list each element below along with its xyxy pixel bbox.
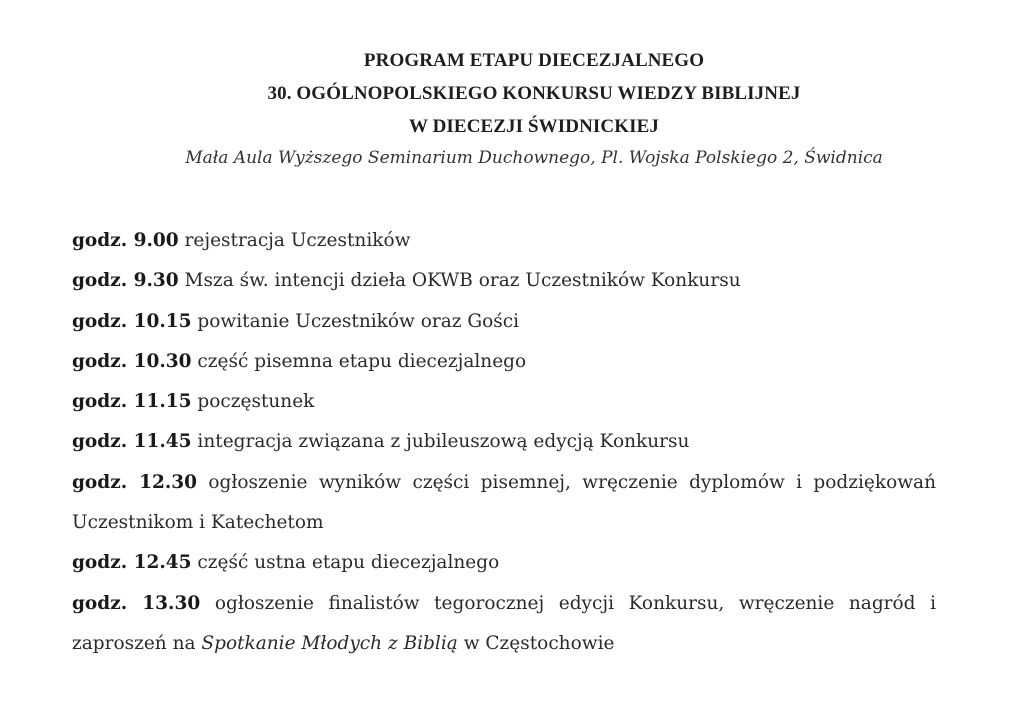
title-line-1: PROGRAM ETAPU DIECEZJALNEGO xyxy=(363,50,705,71)
schedule-description: część pisemna etapu diecezjalnego xyxy=(197,350,527,372)
schedule-item xyxy=(72,302,936,342)
schedule-time: godz. 10.30 xyxy=(72,350,192,372)
schedule-time: godz. 11.45 xyxy=(72,431,192,453)
schedule-description: powitanie Uczestników oraz Gości xyxy=(197,310,520,332)
schedule-time: godz. 13.30 xyxy=(72,592,201,614)
schedule-item xyxy=(72,382,936,422)
schedule-item xyxy=(72,543,936,583)
schedule-item xyxy=(72,221,936,261)
schedule-time: godz. 12.45 xyxy=(72,552,192,574)
schedule-time: godz. 11.15 xyxy=(72,391,192,413)
schedule-description: poczęstunek xyxy=(197,391,315,413)
event-name-emphasis: Spotkanie Młodych z Biblią xyxy=(201,632,458,654)
schedule-description: rejestracja Uczestników xyxy=(184,230,411,251)
schedule-description: ogłoszenie wyników części pisemnej, wręczenie dyplomów i podziękowań Uczestnikom i Katechetom xyxy=(72,471,936,534)
schedule-item xyxy=(72,584,936,665)
schedule-description: Msza św. intencji dzieła OKWB oraz Uczestników Konkursu xyxy=(184,270,741,292)
title-line-3: W DIECEZJI ŚWIDNICKIEJ xyxy=(409,116,659,137)
schedule-description: integracja związana z jubileuszową edycją Konkursu xyxy=(197,431,690,453)
schedule-item xyxy=(72,422,936,462)
schedule-time: godz. 12.30 xyxy=(72,471,198,493)
schedule-item xyxy=(72,261,936,301)
title-line-2: 30. OGÓLNOPOLSKIEGO KONKURSU WIEDZY BIBLIJNEJ xyxy=(267,83,801,104)
location-subtitle: Mała Aula Wyższego Seminarium Duchownego, Pl. Wojska Polskiego 2, Świdnica xyxy=(185,148,883,168)
schedule-description: ogłoszenie finalistów tegorocznej edycji Konkursu, wręczenie nagród i zaproszeń na xyxy=(72,592,937,654)
schedule-time: godz. 9.00 xyxy=(72,230,179,251)
schedule-description-end: w Częstochowie xyxy=(463,632,615,654)
schedule-description: część ustna etapu diecezjalnego xyxy=(197,552,500,574)
schedule-time: godz. 9.30 xyxy=(72,270,179,292)
schedule-list xyxy=(72,221,936,664)
schedule-item xyxy=(72,463,936,544)
document-header xyxy=(0,44,1018,172)
schedule-time: godz. 10.15 xyxy=(72,310,192,332)
schedule-item xyxy=(72,342,936,382)
